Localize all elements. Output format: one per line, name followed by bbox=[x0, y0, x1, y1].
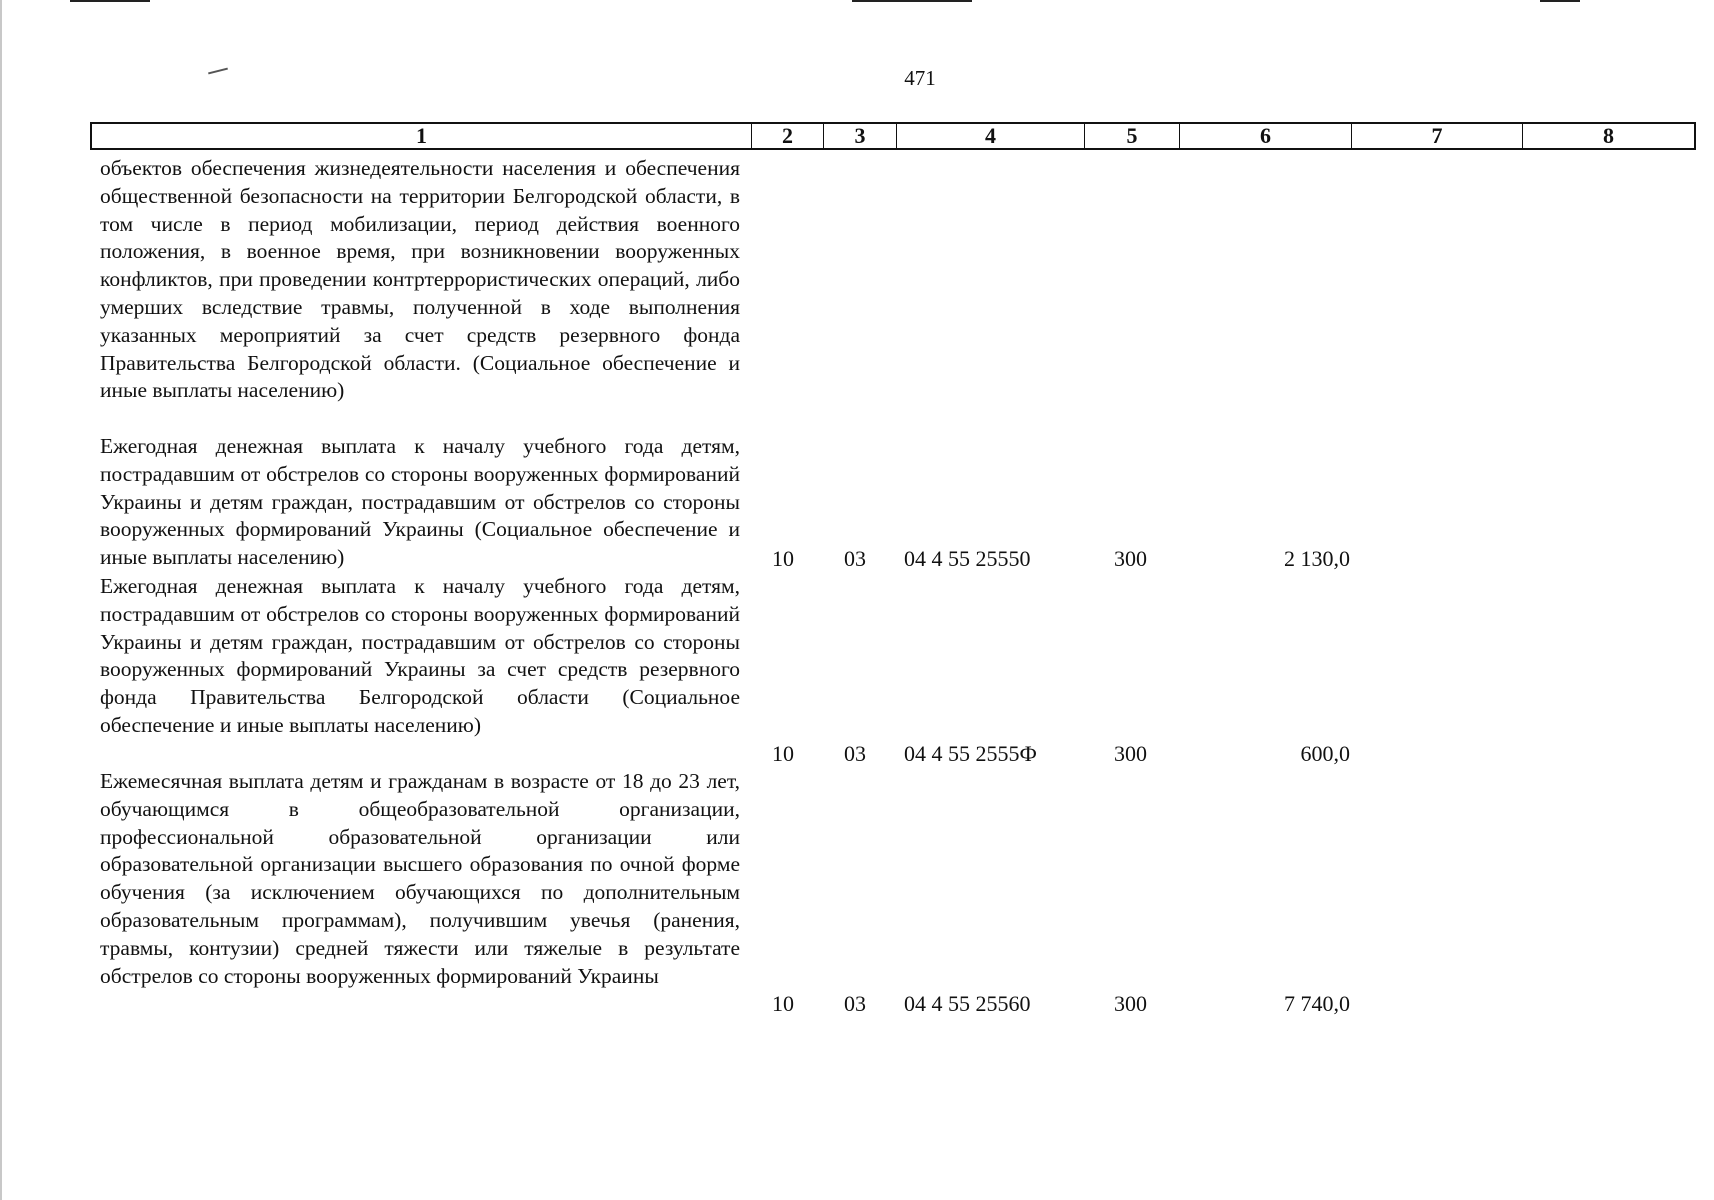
row-description: Ежегодная денежная выплата к началу учебного года детям, пострадавшим от обстрелов со стороны вооруженных формирований Украины и детям граждан, пострадавшим от обстрелов со стороны вооруженных формирований Украины за счет средств резервного фонда Правительства Белгородской области (Социальное обеспечение и иные выплаты населению) bbox=[100, 574, 740, 737]
header-col-8: 8 bbox=[1603, 123, 1614, 148]
page-edge bbox=[0, 0, 2, 1200]
row-subsection: 03 bbox=[844, 741, 866, 767]
row-target-code: 04 4 55 25560 bbox=[904, 991, 1031, 1017]
row-expense-type: 300 bbox=[1114, 991, 1147, 1017]
scan-edge-line bbox=[1540, 0, 1580, 2]
scan-edge-line bbox=[70, 0, 150, 2]
row-section: 10 bbox=[772, 991, 794, 1017]
row-description: Ежегодная денежная выплата к началу учебного года детям, пострадавшим от обстрелов со стороны вооруженных формирований Украины и детям граждан, пострадавшим от обстрелов со стороны вооруженных формирований Украины (Социальное обеспечение и иные выплаты населению) bbox=[100, 434, 740, 570]
row-subsection: 03 bbox=[844, 546, 866, 572]
row-target-code: 04 4 55 2555Ф bbox=[904, 741, 1037, 767]
header-col-2: 2 bbox=[752, 124, 824, 148]
row-expense-type: 300 bbox=[1114, 741, 1147, 767]
table-row bbox=[100, 573, 1350, 768]
header-col-4: 4 bbox=[897, 124, 1085, 148]
scan-mark bbox=[208, 68, 228, 75]
header-col-1: 1 bbox=[92, 124, 752, 148]
row-description: Ежемесячная выплата детям и гражданам в возрасте от 18 до 23 лет, обучающимся в общеобразовательной организации, профессиональной образовательной организации или образовательной организации высшего образования по очной форме обучения (за исключением обучающихся по дополнительным образовательным программам), получившим увечья (ранения, травмы, контузии) средней тяжести или тяжелые в результате обстрелов со стороны вооруженных формирований Украины bbox=[100, 769, 740, 988]
row-amount: 2 130,0 bbox=[1284, 546, 1350, 572]
header-col-6: 6 bbox=[1180, 124, 1352, 148]
header-col-5: 5 bbox=[1085, 124, 1180, 148]
row-amount: 600,0 bbox=[1300, 741, 1350, 767]
table-row bbox=[100, 155, 1350, 433]
row-description: объектов обеспечения жизнедеятельности населения и обеспечения общественной безопасности на территории Белгородской области, в том числе в период мобилизации, период действия военного положения, в военное время, при возникновении вооруженных конфликтов, при проведении контртеррористических операций, либо умерших вследствие травмы, полученной в ходе выполнения указанных мероприятий за счет средств резервного фонда Правительства Белгородской области. (Социальное обеспечение и иные выплаты населению) bbox=[100, 156, 740, 403]
row-subsection: 03 bbox=[844, 991, 866, 1017]
header-col-7: 7 bbox=[1352, 124, 1523, 148]
table-header bbox=[90, 122, 1696, 150]
row-expense-type: 300 bbox=[1114, 546, 1147, 572]
scan-edge-line bbox=[852, 0, 972, 2]
row-target-code: 04 4 55 25550 bbox=[904, 546, 1031, 572]
page-number: 471 bbox=[904, 66, 936, 90]
header-col-3: 3 bbox=[824, 124, 897, 148]
row-amount: 7 740,0 bbox=[1284, 991, 1350, 1017]
table-row bbox=[100, 433, 1350, 573]
row-section: 10 bbox=[772, 741, 794, 767]
row-section: 10 bbox=[772, 546, 794, 572]
table-row bbox=[100, 768, 1350, 1018]
